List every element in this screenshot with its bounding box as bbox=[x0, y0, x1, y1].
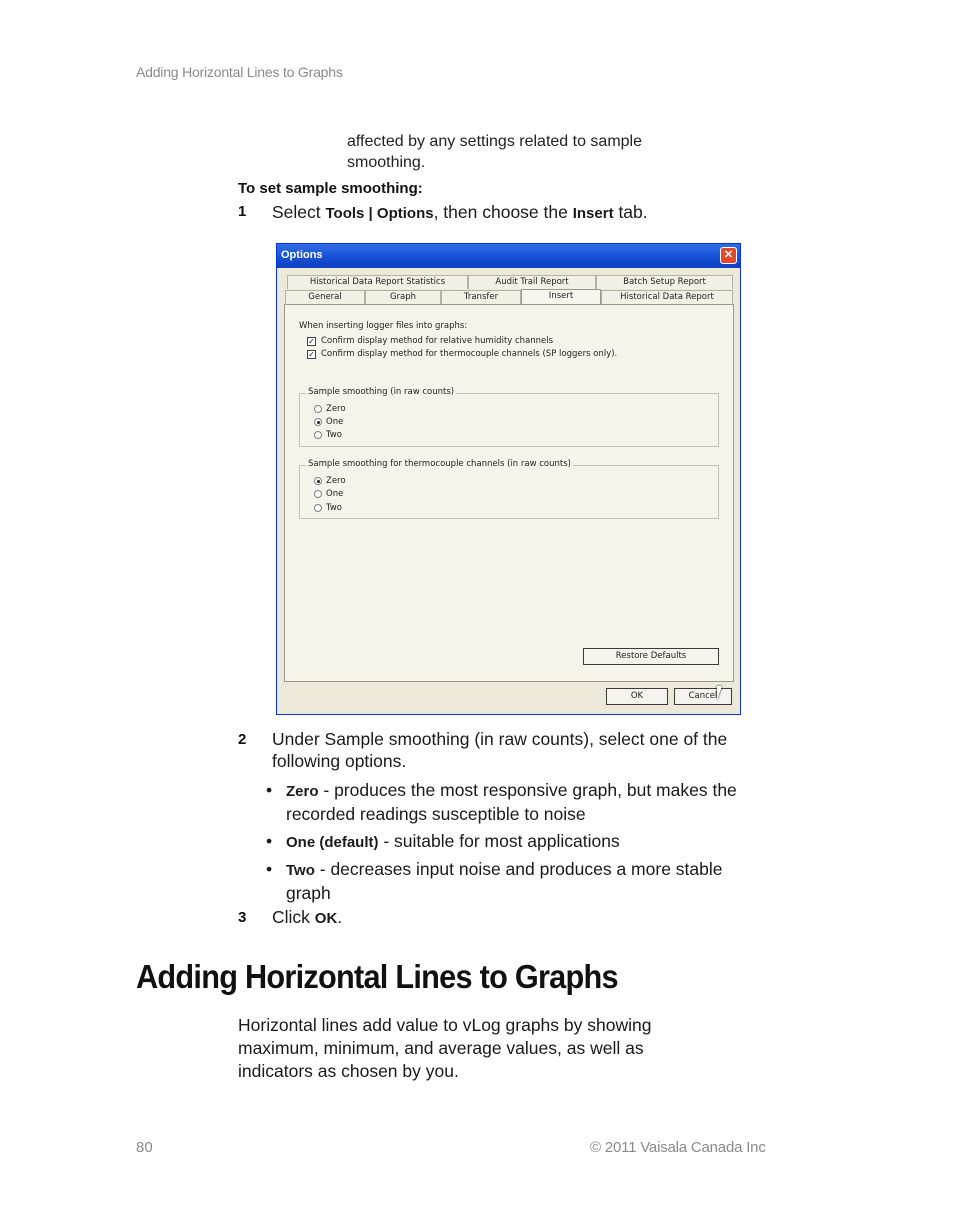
bullet-one: One (default) - suitable for most applications bbox=[286, 831, 620, 851]
checkbox-checked-icon[interactable]: ✓ bbox=[308, 349, 315, 359]
section-body: Horizontal lines add value to vLog graphs by showing maximum, minimum, and average values, as well as indicators as chosen by you. bbox=[238, 1015, 652, 1081]
page-number: 80 bbox=[136, 1139, 153, 1156]
tab-transfer[interactable]: Transfer bbox=[441, 290, 521, 304]
insert-heading: When inserting logger files into graphs: bbox=[299, 321, 468, 331]
bullet-marker: • bbox=[266, 780, 273, 800]
radio-selected-icon[interactable] bbox=[314, 418, 322, 426]
step-1-number: 1 bbox=[238, 203, 247, 220]
section-heading: Adding Horizontal Lines to Graphs bbox=[136, 958, 618, 995]
tab-historical-data-report-statistics[interactable]: Historical Data Report Statistics bbox=[287, 275, 468, 289]
tab-graph[interactable]: Graph bbox=[365, 290, 441, 304]
ui-term: Tools | Options bbox=[325, 205, 434, 222]
running-header: Adding Horizontal Lines to Graphs bbox=[136, 64, 343, 80]
radio-tc-one[interactable]: One bbox=[314, 489, 343, 499]
radio-one[interactable]: One bbox=[314, 417, 343, 427]
ok-button[interactable]: OK bbox=[606, 688, 668, 705]
radio-icon[interactable] bbox=[314, 490, 322, 498]
bullet-marker: • bbox=[266, 831, 273, 851]
sample-smoothing-group bbox=[299, 387, 719, 447]
radio-icon[interactable] bbox=[314, 405, 322, 413]
radio-tc-zero[interactable]: Zero bbox=[314, 476, 346, 486]
bullet-marker: • bbox=[266, 859, 273, 879]
cancel-button[interactable]: Cancel bbox=[674, 688, 732, 705]
insert-tab-panel bbox=[284, 304, 734, 682]
tab-audit-trail-report[interactable]: Audit Trail Report bbox=[468, 275, 596, 289]
group-legend: Sample smoothing for thermocouple channels (in raw counts) bbox=[308, 459, 571, 469]
tab-general[interactable]: General bbox=[285, 290, 365, 304]
radio-icon[interactable] bbox=[314, 504, 322, 512]
checkbox-thermocouple-channels[interactable]: ✓ Confirm display method for thermocouple channels (SP loggers only). bbox=[308, 349, 618, 359]
ui-term: OK bbox=[314, 910, 338, 927]
tab-historical-data-report[interactable]: Historical Data Report bbox=[601, 290, 733, 304]
intro-text: affected by any settings related to sample smoothing. bbox=[347, 133, 642, 171]
step-1-text: Select Tools | Options, then choose the Insert tab. bbox=[272, 202, 648, 222]
mouse-pointer-icon bbox=[717, 686, 727, 700]
dialog-title: Options bbox=[281, 249, 323, 261]
radio-two[interactable]: Two bbox=[314, 430, 342, 440]
ui-term: Insert bbox=[572, 205, 614, 222]
step-3-number: 3 bbox=[238, 909, 247, 926]
radio-tc-two[interactable]: Two bbox=[314, 503, 342, 513]
group-legend: Sample smoothing (in raw counts) bbox=[308, 387, 455, 397]
tab-batch-setup-report[interactable]: Batch Setup Report bbox=[596, 275, 733, 289]
checkbox-rh-channels[interactable]: ✓ Confirm display method for relative humidity channels bbox=[308, 336, 554, 346]
step-2-text: Under Sample smoothing (in raw counts), select one of the following options. bbox=[272, 729, 728, 771]
bullet-zero: Zero - produces the most responsive graph, but makes the recorded readings susceptible to noise bbox=[286, 780, 737, 824]
dialog-title-bar bbox=[277, 244, 740, 268]
options-dialog bbox=[276, 243, 741, 715]
tab-insert[interactable]: Insert bbox=[521, 289, 601, 305]
radio-selected-icon[interactable] bbox=[314, 477, 322, 485]
step-3-text: Click OK. bbox=[272, 907, 343, 927]
step-2-number: 2 bbox=[238, 731, 247, 748]
checkbox-checked-icon[interactable]: ✓ bbox=[308, 336, 315, 346]
restore-defaults-button[interactable]: Restore Defaults bbox=[583, 648, 719, 665]
radio-icon[interactable] bbox=[314, 431, 322, 439]
close-icon[interactable]: ✕ bbox=[720, 247, 737, 264]
copyright: © 2011 Vaisala Canada Inc bbox=[590, 1139, 766, 1156]
radio-zero[interactable]: Zero bbox=[314, 404, 346, 414]
bullet-two: Two - decreases input noise and produces a more stable graph bbox=[286, 859, 723, 903]
procedure-title: To set sample smoothing: bbox=[238, 180, 423, 197]
thermocouple-smoothing-group bbox=[299, 459, 719, 519]
